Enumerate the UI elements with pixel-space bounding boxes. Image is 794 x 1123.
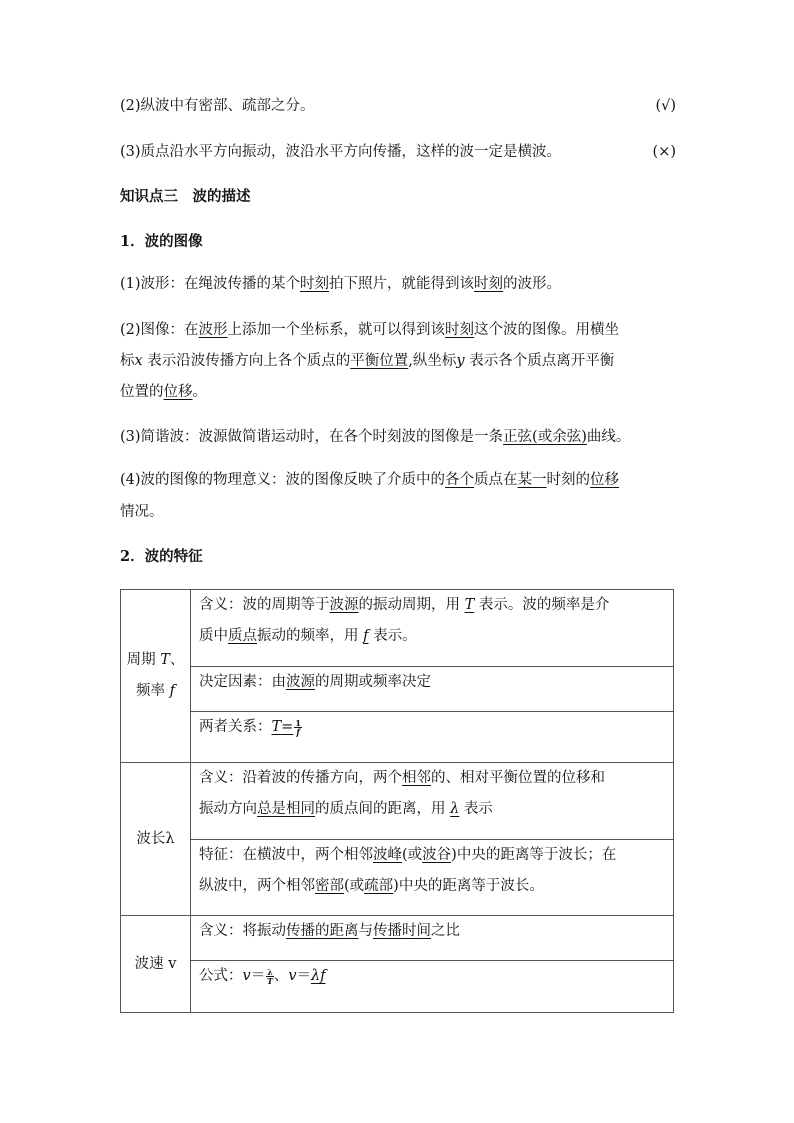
table-row <box>121 712 674 763</box>
wavelength-header: 波长λ <box>121 763 191 916</box>
table-row <box>121 840 674 916</box>
paragraph-4-line-1: (4)波的图像的物理意义：波的图像反映了介质中的各个质点在某一时刻的位移 <box>120 472 620 488</box>
statement-2: (2)纵波中有密部、疏部之分。 <box>120 98 315 114</box>
subsection-title-1: 1．波的图像 <box>120 233 203 250</box>
table-row <box>121 763 674 840</box>
table-row <box>121 590 674 667</box>
answer-mark-2: (√) <box>655 98 676 114</box>
answer-mark-3: (×) <box>652 144 676 160</box>
wave-speed-header: 波速 v <box>121 916 191 1013</box>
table-row <box>121 961 674 1013</box>
section-title: 知识点三 波的描述 <box>120 188 251 205</box>
subsection-title-2: 2．波的特征 <box>120 548 203 565</box>
paragraph-3: (3)简谐波：波源做简谐运动时，在各个时刻波的图像是一条正弦(或余弦)曲线。 <box>120 429 631 445</box>
speed-formula-cell: 公式：v＝ $\frac{\lambda}{T}$ 、v＝λf <box>191 961 674 1013</box>
statement-3: (3)质点沿水平方向振动，波沿水平方向传播，这样的波一定是横波。 <box>120 144 562 160</box>
period-definition-cell: 含义：波的周期等于波源的振动周期，用 T 表示。波的频率是介 质中质点振动的频率，用 f 表示。 <box>191 590 674 667</box>
wavelength-definition-cell: 含义：沿着波的传播方向，两个相邻的、相对平衡位置的位移和 振动方向总是相同的质点间的距离，用 λ 表示 <box>191 763 674 840</box>
wave-features-table <box>120 589 674 1013</box>
paragraph-4-line-2: 情况。 <box>120 504 164 520</box>
period-frequency-header: 周期 T、 频率 f <box>121 590 191 763</box>
period-relation-cell: 两者关系：T= $\frac{1}{f}$ <box>191 712 674 763</box>
paragraph-2-line-2: 标x 表示沿波传播方向上各个质点的平衡位置,纵坐标y 表示各个质点离开平衡 <box>120 353 615 369</box>
speed-definition-cell: 含义：将振动传播的距离与传播时间之比 <box>191 916 674 961</box>
period-determinant-cell: 决定因素：由波源的周期或频率决定 <box>191 667 674 712</box>
paragraph-2-line-3: 位置的位移。 <box>120 384 207 400</box>
table-row <box>121 667 674 712</box>
paragraph-1: (1)波形：在绳波传播的某个时刻拍下照片，就能得到该时刻的波形。 <box>120 276 562 292</box>
paragraph-2-line-1: (2)图像：在波形上添加一个坐标系，就可以得到该时刻这个波的图像。用横坐 <box>120 322 620 338</box>
wavelength-feature-cell: 特征：在横波中，两个相邻波峰(或波谷)中央的距离等于波长；在 纵波中，两个相邻密部(或疏部)中央的距离等于波长。 <box>191 840 674 916</box>
table-row <box>121 916 674 961</box>
